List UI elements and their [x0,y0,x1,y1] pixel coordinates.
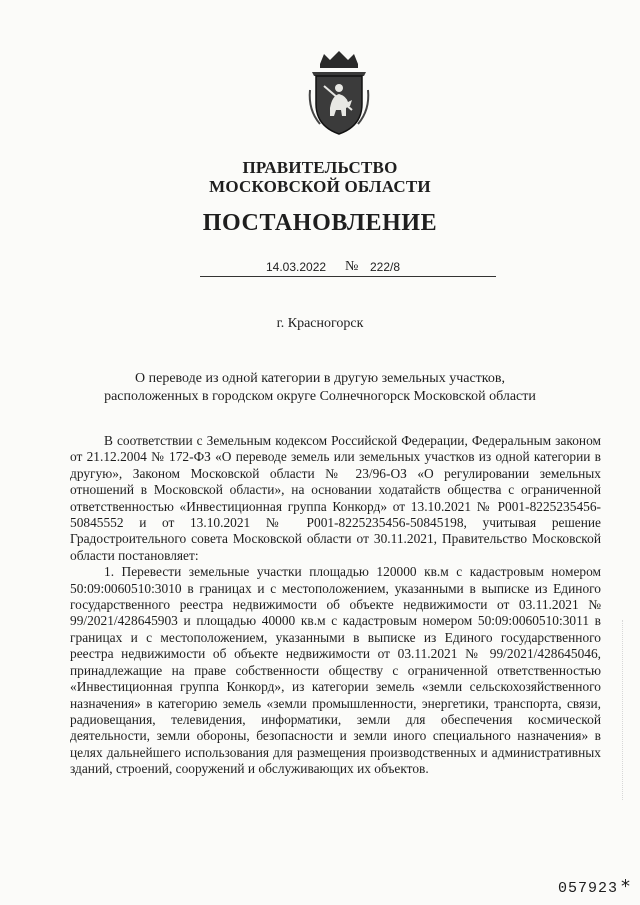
date-underline [200,276,496,277]
registration-number: 057923 [558,880,619,897]
registration-star: * [621,876,630,897]
number-sign: № [345,259,359,274]
government-line-2: МОСКОВСКОЙ ОБЛАСТИ [209,177,431,196]
date-number-row [200,258,496,282]
government-line-1: ПРАВИТЕЛЬСТВО [242,158,398,177]
city: г. Красногорск [276,316,364,331]
coat-of-arms-icon [306,50,372,136]
preamble-paragraph: В соответствии с Земельным кодексом Российской Федерации, Федеральным законом от 21.12.2004 № 172-ФЗ «О переводе земель или земельных участков из одной категории в другую», Законом Московской области № 23/96-ОЗ «О регулировании земельных отношений в Московской области», на основании ходатайств общества с ограниченной ответственностью «Инвестиционная группа Конкорд» от 13.10.2021 № Р001-8225235456-50845552 и от 13.10.2021 № Р001-8225235456-50845198, учитывая решение Градостроительного совета Московской области от 30.11.2021, Правительство Московской области постановляет: [70,433,601,563]
document-subject [0,370,640,406]
document-number: 222/8 [370,260,401,274]
subject-line-2: расположенных в городском округе Солнечногорск Московской области [104,389,536,404]
document-date: 14.03.2022 [266,260,327,274]
document-body [70,433,601,778]
document-type: ПОСТАНОВЛЕНИЕ [202,210,438,236]
subject-line-1: О переводе из одной категории в другую земельных участков, [135,371,505,386]
margin-stamp-mark [622,620,637,800]
resolution-item-1: 1. Перевести земельные участки площадью 120000 кв.м с кадастровым номером 50:09:0060510:3010 в границах и с местоположением, указанными в выписке из Единого государственного реестра недвижимости об объекте недвижимости от 03.11.2021 № 99/2021/428645903 и площадью 40000 кв.м с кадастровым номером 50:09:0060510:3011 в границах и с местоположением, указанными в выписке из Единого государственного реестра недвижимости об объекте недвижимости от 03.11.2021 № 99/2021/428645046, принадлежащие на праве собственности обществу с ограниченной ответственностью «Инвестиционная группа Конкорд», из категории земель «земли сельскохозяйственного назначения» в категорию земель «земли промышленности, энергетики, транспорта, связи, радиовещания, телевидения, информатики, земли для обеспечения космической деятельности, земли обороны, безопасности и земли иного специального назначения» в целях дальнейшего использования для размещения производственных и административных зданий, строений, сооружений и обслуживающих их объектов. [70,564,601,777]
government-name [0,158,640,196]
